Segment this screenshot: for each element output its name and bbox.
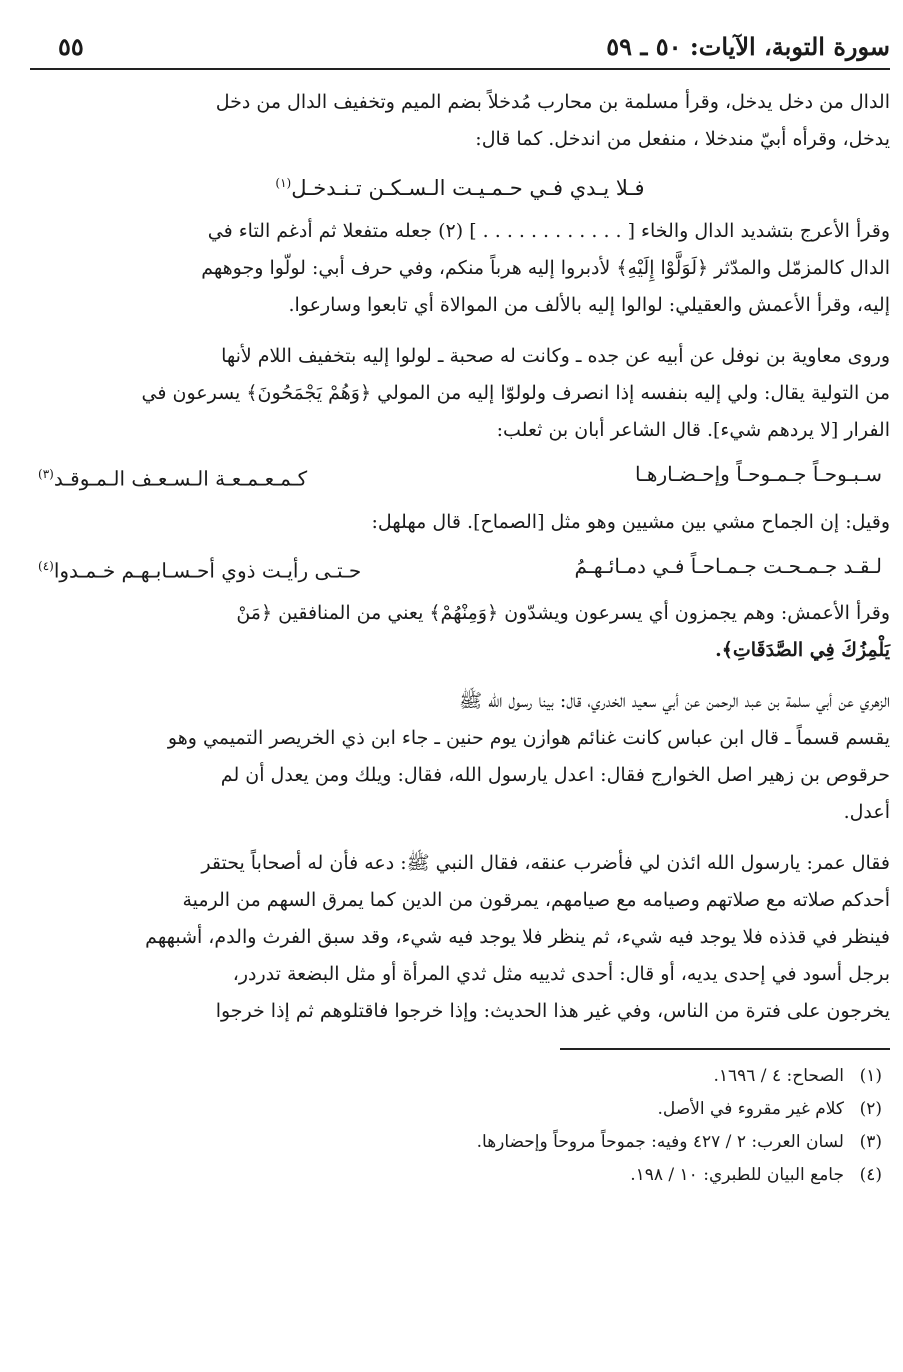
- footnote-item: [30, 1060, 890, 1093]
- text-line: وقرأ الأعمش: وهم يجمزون أي يسرعون ويشدّون ﴿وَمِنْهُمْ﴾ يعني من المنافقين ﴿مَنْ: [236, 602, 890, 625]
- text-line: برجل أسود في إحدى يديه، أو قال: أحدى ثدييه مثل ثدي المرأة أو مثل البضعة تدردر،: [232, 963, 890, 986]
- text-line: وقيل: إن الجماح مشي بين مشيين وهو مثل [الصماح]. قال مهلهل:: [371, 510, 890, 533]
- hemistich-left: حـتـى رأيـت ذوي أحـسـابـهـم خـمـدوا$^{(٤)}$: [38, 558, 362, 583]
- footnote-number: (٢): [859, 1099, 882, 1120]
- verse-text: فـلا يـدي فـي حـمـيـت الـسـكـن تـنـدخـل: [291, 176, 645, 200]
- footnote-separator: [560, 1048, 890, 1050]
- footnote-text: الصحاح: ٤ / ١٦٩٦.: [713, 1066, 844, 1087]
- hemistich-right: سـبـوحـاً جـمـوحـاً وإحـضـارهـا: [634, 462, 882, 486]
- text-line: الفرار [لا يردهم شيء]. قال الشاعر أبان بن ثعلب:: [496, 419, 890, 441]
- footnote-ref: (١): [275, 176, 292, 190]
- poetry-couplet-2: [30, 545, 890, 592]
- footnotes: [30, 1060, 890, 1192]
- text-line: فقال عمر: يارسول الله ائذن لي فأضرب عنقه، فقال النبي ﷺ: دعه فأن له أصحاباً يحتقر: [201, 852, 890, 875]
- text-line: أعدل.: [843, 801, 890, 824]
- page-number: ٥٥: [58, 32, 84, 61]
- text-line: الزهري عن أبي سلمة بن عبد الرحمن عن أبي سعيد الخدري، قال: بينا رسول الله ﷺ: [459, 690, 890, 713]
- text-line: الدال كالمزمّل والمدّثر ﴿لَوَلَّوْا إِلَيْهِ﴾ لأدبروا إليه هرباً منكم، وفي حرف أبي: لولّوا وجوههم: [201, 257, 890, 279]
- running-title: سورة التوبة، الآيات: ٥٠ ـ ٥٩: [606, 32, 890, 61]
- paragraph-7: [30, 845, 890, 1030]
- paragraph-4: [30, 504, 890, 541]
- text-line: وقرأ الأعرج بتشديد الدال والخاء [ . . . . . . . . . . . . ] (٢) جعله متفعلا ثم أدغم التاء في: [207, 220, 890, 242]
- text-line: يَلْمِزُكَ فِي الصَّدَقَاتِ﴾.: [715, 639, 890, 662]
- footnote-ref: (٣): [38, 467, 54, 481]
- paragraph-6: [30, 683, 890, 831]
- footnote-text: كلام غير مقروء في الأصل.: [657, 1099, 844, 1120]
- text-line: حرقوص بن زهير اصل الخوارج فقال: اعدل يارسول الله، فقال: ويلك ومن يعدل أن لم: [220, 764, 890, 787]
- poetry-couplet-1: [30, 453, 890, 500]
- page-header: [30, 28, 890, 70]
- hemistich-right: لـقـد جـمـحـت جـمـاحـاً فـي دمـائـهـمُ: [574, 553, 882, 578]
- paragraph-1: [30, 84, 890, 158]
- paragraph-5: [30, 595, 890, 669]
- text-line: يقسم قسماً ـ قال ابن عباس كانت غنائم هوازن يوم حنين ـ جاء ابن ذي الخريصر التميمي وهو: [167, 727, 890, 750]
- paragraph-3: [30, 338, 890, 449]
- footnote-number: (٣): [859, 1132, 882, 1153]
- main-text: [30, 84, 890, 1030]
- poetry-verse-1: [30, 162, 890, 209]
- text-line: وروى معاوية بن نوفل عن أبيه عن جده ـ وكانت له صحبة ـ لولوا إليه بتخفيف اللام لأنها: [221, 345, 890, 367]
- text-line: من التولية يقال: ولي إليه بنفسه إذا انصرف ولولوّا إليه من المولي ﴿وَهُمْ يَجْمَحُونَ﴾ يسرعون في: [141, 382, 890, 404]
- text-line: إليه، وقرأ الأعمش والعقيلي: لوالوا إليه بالألف من الموالاة أي تابعوا وسارعوا.: [288, 294, 890, 316]
- hemistich-left: كـمـعـمـعـة الـسـعـف الـمـوقـد$^{(٣)}$: [38, 466, 308, 491]
- footnote-text: جامع البيان للطبري: ١٠ / ١٩٨.: [630, 1165, 844, 1186]
- text-line: يخرجون على فترة من الناس، وفي غير هذا الحديث: وإذا خرجوا فاقتلوهم ثم إذا خرجوا: [215, 1000, 890, 1023]
- footnote-item: [30, 1159, 890, 1192]
- footnote-ref: (٤): [38, 558, 54, 573]
- footnote-number: (١): [859, 1066, 882, 1087]
- paragraph-2: [30, 213, 890, 324]
- text-line: أحدكم صلاته مع صلاتهم وصيامه مع صيامهم، يمرقون من الدين كما يمرق السهم من الرمية: [182, 889, 890, 912]
- book-page: [30, 28, 890, 1348]
- footnote-item: [30, 1093, 890, 1126]
- footnote-number: (٤): [859, 1165, 882, 1186]
- text-line: يدخل، وقرأه أبيّ مندخلا ، منفعل من اندخل. كما قال:: [475, 128, 890, 150]
- footnote-text: لسان العرب: ٢ / ٤٢٧ وفيه: جموحاً مروحاً وإحضارها.: [476, 1132, 844, 1153]
- text-line: الدال من دخل يدخل، وقرأ مسلمة بن محارب مُدخلاً بضم الميم وتخفيف الدال من دخل: [215, 91, 890, 113]
- footnote-item: [30, 1126, 890, 1159]
- text-line: فينظر في قذذه فلا يوجد فيه شيء، ثم ينظر فلا يوجد فيه شيء، وقد سبق الفرث والدم، أشبههم: [145, 926, 890, 949]
